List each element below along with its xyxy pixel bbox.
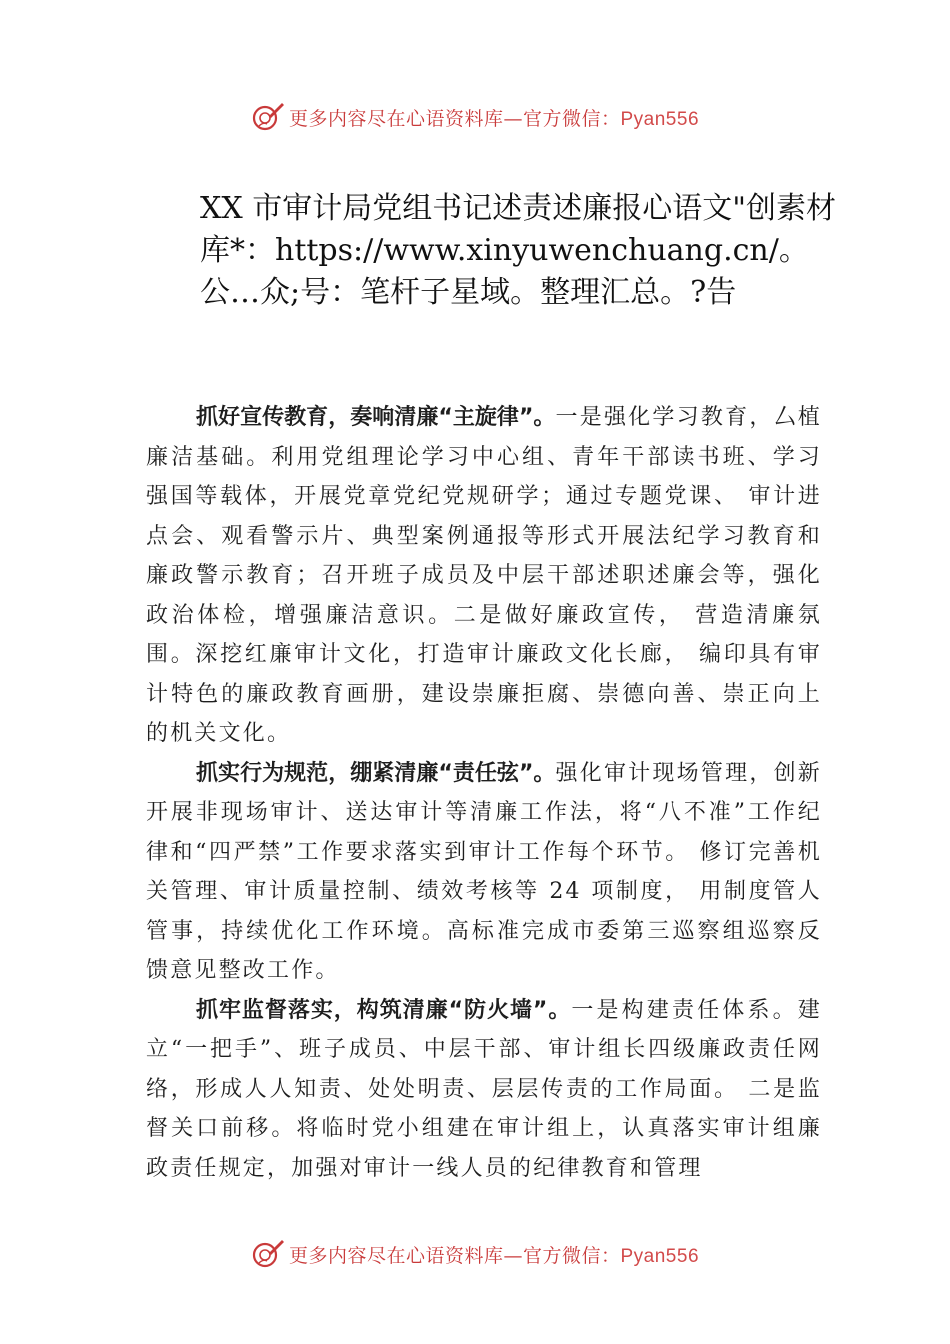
footer-banner [0, 1232, 950, 1276]
paragraph-text: 强化审计现场管理，创新开展非现场审计、送达审计等清廉工作法，将“八不准”工作纪律和“四严禁”工作要求落实到审计工作每个环节。 修订完善机关管理、审计质量控制、绩效考核等 24 项制度， 用制度管人管事，持续优化工作环境。高标准完成市委第三巡察组巡察反馈意见整改工作。 [146, 760, 823, 983]
header-banner [0, 95, 950, 139]
paragraph [146, 398, 822, 754]
paragraph [146, 991, 822, 1189]
wechat-id: Pyan556 [620, 108, 700, 130]
paragraph-lead: 抓牢监督落实，构筑清廉“防火墙”。 [196, 997, 572, 1023]
paragraph-text: 一是强化学习教育，厶植廉洁基础。利用党组理论学习中心组、青年干部读书班、学习强国等载体，开展党章党纪党规研学；通过专题党课、 审计进点会、观看警示片、典型案例通报等形式开展法纪学习教育和廉政警示教育；召开班子成员及中层干部述职述廉会等，强化政治体检，增强廉洁意识。二是做好廉政宣传， 营造清廉氛围。深挖红廉审计文化，打造审计廉政文化长廊， 编印具有审计特色的廉政教育画册，建设崇廉拒腐、崇德向善、崇正向上的机关文化。 [146, 405, 823, 746]
paragraph-lead: 抓好宣传教育，奏响清廉“主旋律”。 [196, 405, 556, 430]
paragraph [146, 754, 822, 991]
paragraph-text: 一是构建责任体系。建立“一把手”、班子成员、中层干部、审计组长四级廉政责任网络，形成人人知责、处处明责、层层传责的工作局面。 二是监督关口前移。将临时党小组建在审计组上，认真落实审计组廉政责任规定，加强对审计一线人员的纪律教育和管理 [146, 997, 822, 1181]
wechat-id: Pyan556 [620, 1245, 700, 1267]
paragraph-lead: 抓实行为规范，绷紧清廉“责任弦”。 [196, 760, 556, 786]
document-title: XX 市审计局党组书记述责述廉报心语文"创素材库*：https://www.xinyuwenchuang.cn/。公…众;号：笔杆子星域。整理汇总。?告 [200, 191, 837, 310]
document-body [146, 398, 822, 1188]
pen-logo-icon [251, 1237, 285, 1271]
banner-text: 更多内容尽在心语资料库—官方微信：Pyan556 [288, 107, 700, 130]
pen-logo-icon [251, 100, 285, 134]
banner-text: 更多内容尽在心语资料库—官方微信：Pyan556 [288, 1244, 700, 1267]
